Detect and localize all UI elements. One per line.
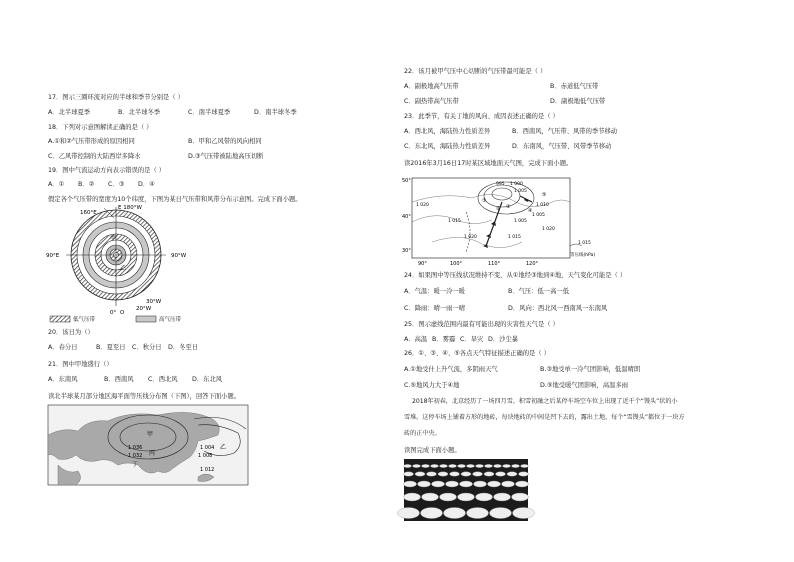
q23-option-a[interactable]: A．西北风，海陆热力性质差异 [404,128,491,135]
q25-option-a[interactable]: A．高温 [404,336,428,343]
snow-mound [450,472,460,476]
q22-option-d[interactable]: D．副极地低气压带 [550,98,606,105]
passage-line-1: 2018年初春，北京经历了一场四月雪，积雪初融之后某停车场空车位上出现了近千个“馒头”状的小 [412,398,678,405]
snow-mound [521,464,529,467]
q18-option-a[interactable]: A.①和②气压带形成的原因相同 [48,138,135,145]
snow-mound [440,493,457,501]
legend-isobar-text: 等压线(hPa) [570,253,596,258]
snow-mound [398,508,420,519]
snow-mound [461,472,471,476]
q26-options-row2 [404,382,764,390]
q23-option-c[interactable]: C．东北风，海陆热力性质差异 [404,143,491,150]
snow-mound [496,472,506,476]
snow-mound [460,481,473,487]
snow-mound [458,493,475,501]
isobar-1005-b: 1 005 [532,213,545,218]
snow-mound [446,481,459,487]
q20-option-b[interactable]: B．夏至日 [96,344,126,351]
legend-isobar-value: 1 015 [578,241,591,246]
pressure-belt-figure [36,205,276,326]
q26-option-c[interactable]: C.⑤地风力大于④地 [404,382,460,389]
legend-low-swatch [50,316,70,322]
isobar-1010: 1 010 [536,203,549,208]
q25-stem: 25．图示虚线范围内最有可能出现的灾害性天气是（ ） [404,321,559,328]
label-bing: 丙 [149,450,156,457]
label-1008: 1 008 [198,453,213,459]
q20-option-d[interactable]: D．冬至日 [168,344,199,351]
lon-100: 100° [450,261,463,267]
weather-map-figure [402,172,612,270]
isobar-map-figure [48,405,248,485]
label-o: O [120,310,125,316]
snow-mound [404,472,414,476]
snow-mound [519,472,529,476]
label-ding: 丁 [132,461,139,468]
lat-30: 30° [402,248,411,254]
q24-stem: 24．如果图中等压线状况维持不变，从①地经③地到④地，天气变化可能是（ ） [404,272,627,279]
isobar-1020-a: 1 020 [416,203,429,208]
legend-high-text: 高气压带 [159,317,182,323]
q18-option-c[interactable]: C．乙风带控制的大陆西岸多降水 [48,153,141,160]
lat-40: 40° [402,214,411,220]
q24-option-c[interactable]: C．降雨：晴一雨一晴 [404,305,466,312]
snow-mound [485,464,493,467]
q17-options [48,109,388,117]
q26-stem: 26．①、③、④、⑤各点天气特征描述正确的是（ ） [404,350,550,357]
q18-stem: 18．下列对示意图解读正确的是（ ） [48,124,153,131]
q20-stem: 20．该日为（） [48,329,94,336]
snow-mound [484,472,494,476]
passage-line-3: 砖的正中央。 [404,430,441,437]
q25-option-b[interactable]: B．雾霾 [432,336,456,343]
q17-option-c[interactable]: C．南半球夏季 [188,109,231,116]
q21-stem: 21．图中甲地盛行（） [48,361,113,368]
q24-option-a[interactable]: A．气温：暖一冷一暖 [404,288,465,295]
snow-mound [488,481,501,487]
snow-mound [512,464,520,467]
label-yi: 乙 [120,265,127,272]
snow-mound [422,493,439,501]
q24-options-row2 [404,305,764,313]
q18-options-row2 [48,153,388,161]
q21-options [48,376,388,384]
point-1: ① [482,198,487,204]
label-jia-map: 甲 [147,431,154,438]
label-160e: 160°E [80,210,97,216]
q23-option-b[interactable]: B．西南风，气压带、风带的季节移动 [512,128,618,135]
intro-22: 读北半球某月部分地区海平面等压线分布图（下图），回答下面小题。 [48,393,241,400]
q19-option-d[interactable]: D．④ [138,181,155,188]
q23-options-row1 [404,128,764,136]
q22-option-c[interactable]: C．副热带高气压带 [404,98,459,105]
q24-option-d[interactable]: D．风向：西北风一西南风一东南风 [508,305,608,312]
snow-mound [474,481,487,487]
passage-line-2: 雪堆。这停车场上铺着方形的地砖，每块地砖的中间是凹下去的，露出土地，每个“雪馒头”都位于一块方 [404,414,685,421]
intro-20: 假定各个气压带的宽度为10个纬度，下图为某日气压带和风带分布示意图。完成下面小题。 [48,196,302,203]
snow-mound [404,493,421,501]
q23-stem: 23．此季节，有关丁地的风向、成因表述正确的是（ ） [404,113,559,120]
q21-option-b[interactable]: B．西南风 [104,376,134,383]
q24-option-b[interactable]: B．气压：低一高一低 [508,288,569,295]
snow-mound [458,464,466,467]
snow-mound [513,508,535,519]
isobar-1005-c: 1 005 [514,219,527,224]
snow-mound [422,464,430,467]
q22-stem: 22．该月被甲气压中心切断的气压带最可能是（ ） [404,68,547,75]
q18-option-b[interactable]: B．甲和乙风带的风向相同 [188,138,262,145]
q22-options-row2 [404,98,744,106]
snow-mound [431,464,439,467]
legend-high-swatch [136,316,156,322]
lon-90: 90° [418,261,427,267]
q25-option-c[interactable]: C．旱灾 [460,336,484,343]
q24-options-row1 [404,288,764,296]
label-1036: 1 036 [128,445,143,451]
isobar-1000: 1 000 [510,182,523,187]
snow-mound [404,481,417,487]
snow-mound [494,464,502,467]
snow-mound [413,464,421,467]
snow-mound [467,508,489,519]
snow-mound [440,464,448,467]
snow-mound [512,493,529,501]
q25-options [404,336,764,344]
snow-mound [473,472,483,476]
snow-mound [476,464,484,467]
snow-mound [449,464,457,467]
snow-mound [415,472,425,476]
isobar-1020-c: 1 020 [542,227,555,232]
point-2: ② [496,206,501,212]
snow-mound [427,472,437,476]
q17-option-d[interactable]: D．南半球冬季 [254,109,297,116]
lon-120: 120° [526,261,539,267]
q18-option-d[interactable]: D.③气压带被陆地高压切断 [188,153,264,160]
q17-option-b[interactable]: B．北半球冬季 [118,109,161,116]
label-yi-map: 乙 [220,444,227,451]
q23-option-d[interactable]: D．东南风，气压带、风带季节移动 [512,143,612,150]
label-0: 0° [110,310,117,316]
isobar-1005-a: 1 005 [514,189,527,194]
point-5: ⑤ [542,192,547,198]
snow-mounds-photo [404,459,528,521]
label-180: E 180°W [118,205,142,211]
q26-option-d[interactable]: D.⑤地受暖气团影响，高温多雨 [540,382,629,389]
q19-option-b[interactable]: B．② [78,181,95,188]
snow-mound [467,464,475,467]
q21-option-d[interactable]: D．东北风 [192,376,223,383]
lat-50: 50° [402,178,411,184]
snow-mound [444,508,466,519]
q17-stem: 17．图示三圈环流对应的半球和季节分别是（ ） [48,94,184,101]
snow-mound [421,508,443,519]
intro-24: 读2016年3月16日17时某区域地面天气图，完成下面小题。 [404,160,573,167]
q26-option-a[interactable]: A.①地受什上升气流，多阴雨天气 [404,366,498,373]
q26-options-row1 [404,366,764,374]
q26-option-b[interactable]: B.③地受单一冷气团影响，低温晴朗 [540,366,641,373]
label-90e: 90°E [46,253,60,259]
q23-options-row2 [404,143,764,151]
label-1004: 1 004 [200,445,215,451]
snow-mound [507,472,517,476]
point-3: ③ [506,204,511,210]
label-jia: 甲 [110,235,117,242]
label-30w: 30°W [146,299,162,305]
q20-option-c[interactable]: C．秋分日 [132,344,162,351]
intro-final: 读图完成下面小题。 [404,447,461,454]
q22-option-a[interactable]: A．副极地高气压带 [404,83,459,90]
q21-option-c[interactable]: C．西北风 [148,376,178,383]
q18-options-row1 [48,138,388,146]
label-1012: 1 012 [200,467,215,473]
q19-stem: 19．图中气流运动方向表示错误的是（ ） [48,167,166,174]
q19-option-c[interactable]: C．③ [108,181,125,188]
snow-mound [418,481,431,487]
isobar-1020-b: 1 020 [464,235,477,240]
label-90w: 90°W [171,253,187,259]
isobar-1015-a: 1 015 [448,219,461,224]
snow-mound [476,493,493,501]
snow-mound [432,481,445,487]
snow-mound [490,508,512,519]
snow-mound [516,481,529,487]
label-1032: 1 032 [128,453,143,459]
isobar-995: 995 [496,182,505,187]
q20-options [48,344,388,352]
q19-option-a[interactable]: A．① [48,181,65,188]
point-4: ④ [528,208,533,214]
legend-low-text: 低气压带 [73,317,96,323]
q19-options [48,181,388,189]
q22-options-row1 [404,83,744,91]
snow-mound [502,481,515,487]
isobar-1015-b: 1 015 [508,235,521,240]
q22-option-b[interactable]: B．赤道低气压带 [550,83,599,90]
q21-option-a[interactable]: A．东南风 [48,376,78,383]
snow-mound [494,493,511,501]
lon-110: 110° [488,261,501,267]
snow-mound [404,464,412,467]
snow-mound [503,464,511,467]
q20-option-a[interactable]: A．春分日 [48,344,78,351]
snow-mound [438,472,448,476]
label-20w: 20°W [136,306,152,312]
q17-option-a[interactable]: A．北半球夏季 [48,109,91,116]
q25-option-d[interactable]: D．沙尘暴 [488,336,519,343]
